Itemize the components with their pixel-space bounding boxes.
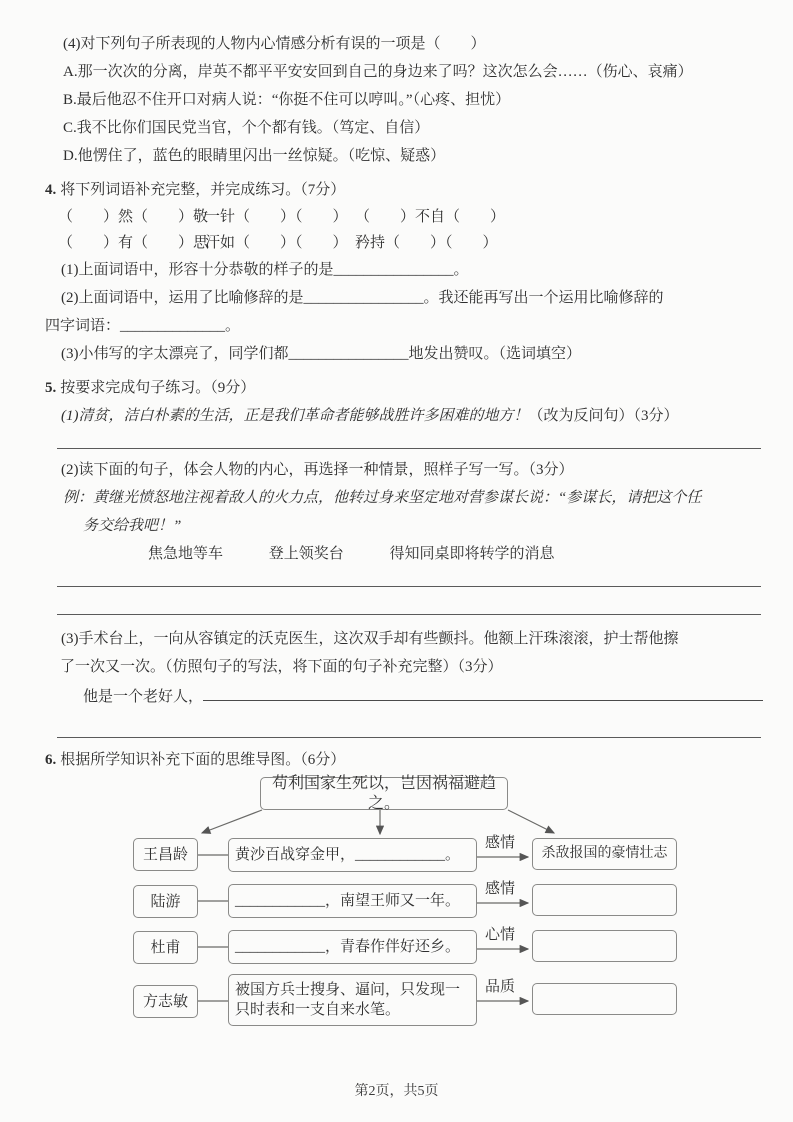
mindmap-author-box: 陆游 [133,885,198,918]
question-3-4-stem: (4)对下列句子所表现的人物内心情感分析有误的一项是（ ） [63,36,486,52]
mindmap-quote-box: ____________，青春作伴好还乡。 [228,930,477,964]
question-5-title-text: 按要求完成句子练习。（9分） [60,380,256,396]
mindmap-result-box [532,983,677,1015]
word-blank: （ ）然（ ）敬 [58,209,209,225]
answer-line [57,448,761,449]
question-5 [45,374,763,738]
question-5-sub1 [45,402,763,430]
mindmap-relation-label: 品质 [485,979,516,995]
scene-option: 焦急地等车 [148,546,224,562]
page-footer: 第2页，共5页 [354,1084,439,1099]
scene-option: 得知同桌即将转学的消息 [389,546,555,562]
mindmap-quote-box: ____________，南望王师又一年。 [228,884,477,918]
word-blank: （ ）有（ ）思 [58,235,209,251]
mindmap-result-box [532,930,677,962]
question-3-4 [45,30,763,170]
scene-options [45,540,763,568]
scene-option: 登上领奖台 [268,546,344,562]
answer-line [57,614,761,615]
question-4-title-text: 将下列词语补充完整，并完成练习。（7分） [60,182,346,198]
question-4-sub1: (1)上面词语中，形容十分恭敬的样子的是________________。 [61,262,469,278]
mindmap-author-box: 方志敏 [133,985,198,1018]
question-6-title [45,746,763,774]
question-6 [45,746,763,1042]
mindmap-result-box [532,884,677,916]
mindmap-relation-label: 感情 [485,881,516,897]
mindmap [0,774,793,1042]
question-4-title [45,176,763,204]
question-5-sub1-sentence: (1)清贫，洁白朴素的生活，正是我们革命者能够战胜许多困难的地方！ [61,408,529,424]
example-line-1: 例：黄继光愤怒地注视着敌人的火力点，他转过身来坚定地对营参谋长说：“参谋长，请把这个任 [63,490,702,506]
question-5-sub3-line1: (3)手术台上，一向从容镇定的沃克医生，这次双手却有些颤抖。他额上汗珠滚滚，护士帮他擦 [61,631,679,647]
word-grid-row [45,204,763,230]
mindmap-result-box: 杀敌报国的豪情壮志 [532,838,677,870]
question-5-sub1-note: （改为反问句）（3分） [528,408,679,424]
option-d: D.他愣住了，蓝色的眼睛里闪出一丝惊疑。（吃惊、疑惑） [63,148,446,164]
mindmap-quote-box: 黄沙百战穿金甲，____________。 [228,838,477,872]
completion-prompt: 他是一个老好人， [83,689,204,705]
mindmap-author-box: 杜甫 [133,931,198,964]
answer-line [57,586,761,587]
mindmap-root-box: 苟利国家生死以，岂因祸福避趋之。 [260,777,508,810]
option-b: B.最后他忍不住开口对病人说：“你挺不住可以哼叫。”（心疼、担忧） [63,92,511,108]
question-6-number: 6. [45,752,57,768]
mindmap-relation-label: 心情 [485,927,516,943]
option-c: C.我不比你们国民党当官，个个都有钱。（笃定、自信） [63,120,430,136]
question-4-sub3: (3)小伟写的字太漂亮了，同学们都________________地发出赞叹。（选词填空） [61,346,581,362]
question-5-number: 5. [45,380,57,396]
word-grid-row [45,230,763,256]
question-5-title [45,374,763,402]
word-blank: （ ）不自（ ） [355,209,506,225]
word-blank: 一针（ ）（ ） [205,209,348,225]
completion-prompt-row [45,681,763,711]
question-6-title-text: 根据所学知识补充下面的思维导图。（6分） [60,752,346,768]
word-blank: 汗如（ ）（ ） [205,235,348,251]
question-4-sub2-line2: 四字词语：______________。 [45,318,241,334]
question-4-number: 4. [45,182,57,198]
question-5-sub2: (2)读下面的句子，体会人物的内心，再选择一种情景，照样子写一写。（3分） [61,462,574,478]
blank-fill-line [203,681,763,701]
question-4-sub2-line1: (2)上面词语中，运用了比喻修辞的是________________。我还能再写出一个运用比喻修辞的 [61,290,664,306]
example-line-2: 务交给我吧！” [83,518,182,534]
mindmap-author-box: 王昌龄 [133,838,198,871]
question-5-sub3-line2: 了一次又一次。（仿照句子的写法，将下面的句子补充完整）（3分） [60,659,503,675]
mindmap-quote-box: 被国方兵士搜身、逼问，只发现一只时表和一支自来水笔。 [228,974,477,1026]
option-a: A.那一次次的分离，岸英不都平平安安回到自己的身边来了吗？这次怎么会……（伤心、哀痛） [63,64,693,80]
question-4 [45,176,763,368]
word-blank: 矜持（ ）（ ） [355,235,498,251]
mindmap-relation-label: 感情 [485,835,516,851]
answer-line [57,737,761,738]
